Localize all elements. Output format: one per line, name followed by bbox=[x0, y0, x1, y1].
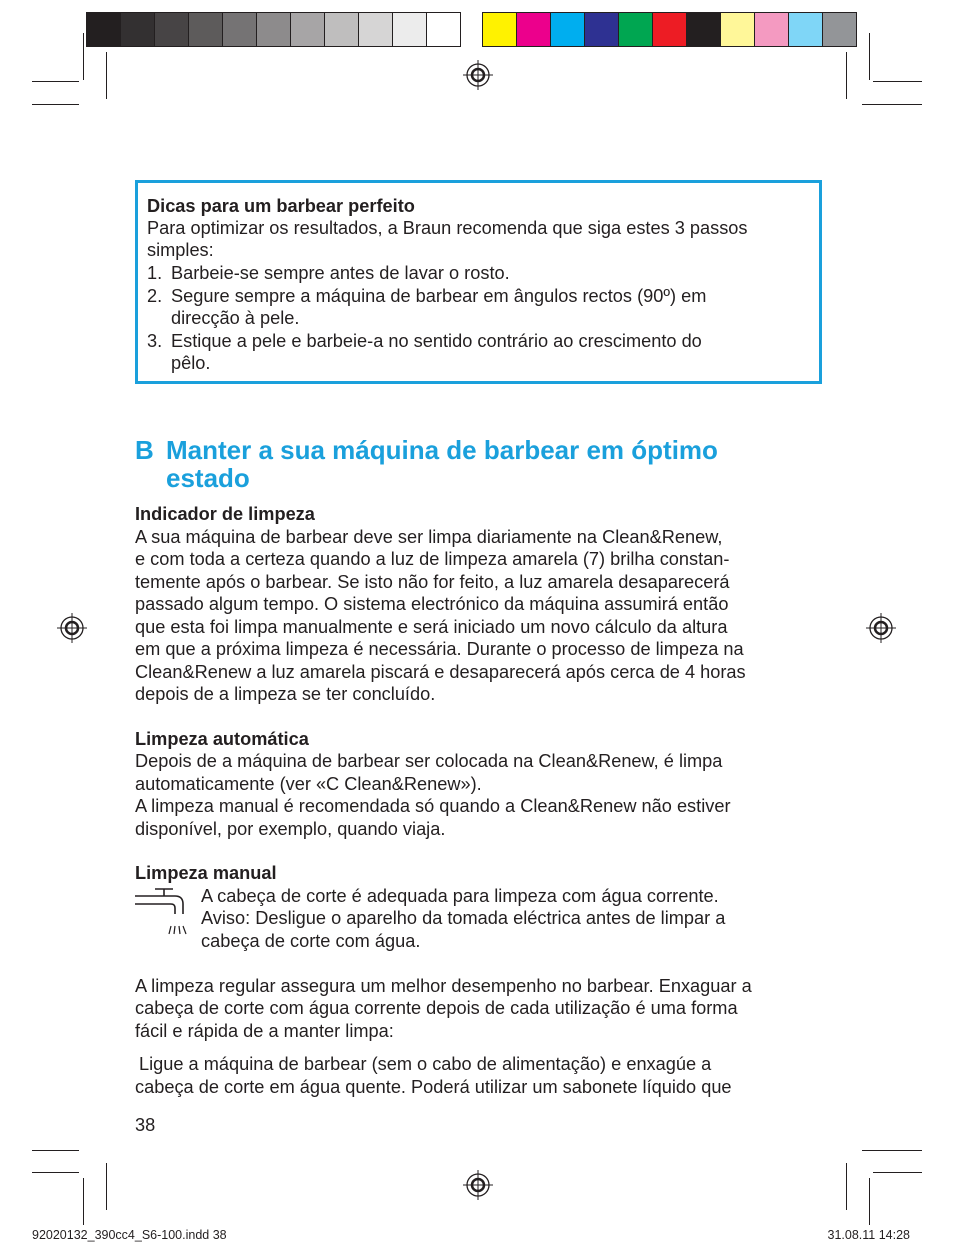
body-line: A sua máquina de barbear deve ser limpa diariamente na Clean&Renew, bbox=[135, 527, 723, 547]
color-swatch bbox=[517, 12, 551, 47]
body-line: passado algum tempo. O sistema electrónico da máquina assumirá então bbox=[135, 594, 729, 614]
tips-item-text: pêlo. bbox=[171, 353, 211, 373]
color-swatch bbox=[755, 12, 789, 47]
color-swatch bbox=[121, 12, 155, 47]
body-line: fácil e rápida de a manter limpa: bbox=[135, 1021, 394, 1041]
subheading-indicador: Indicador de limpeza bbox=[135, 504, 315, 524]
body-line: que esta foi limpa manualmente e será iniciado um novo cálculo da altura bbox=[135, 617, 728, 637]
crop-mark bbox=[106, 1163, 107, 1210]
crop-mark bbox=[873, 1172, 922, 1173]
crop-mark bbox=[862, 1150, 922, 1151]
tips-item-number: 3. bbox=[147, 331, 163, 351]
body-line: em que a próxima limpeza é necessária. Durante o processo de limpeza na bbox=[135, 639, 744, 659]
crop-mark bbox=[873, 81, 922, 82]
crop-mark bbox=[846, 1163, 847, 1210]
tips-item-number: 1. bbox=[147, 263, 163, 283]
tips-item-text: Barbeie-se sempre antes de lavar o rosto. bbox=[171, 263, 510, 283]
body-line: A limpeza regular assegura um melhor desempenho no barbear. Enxaguar a bbox=[135, 976, 752, 996]
color-swatch bbox=[823, 12, 857, 47]
body-line: cabeça de corte em água quente. Poderá utilizar um sabonete líquido que bbox=[135, 1077, 732, 1097]
registration-mark-icon bbox=[463, 1170, 493, 1200]
body-line: cabeça de corte com água. bbox=[201, 931, 421, 951]
tips-item-number: 2. bbox=[147, 286, 163, 306]
body-line: Depois de a máquina de barbear ser colocada na Clean&Renew, é limpa bbox=[135, 751, 723, 771]
crop-mark bbox=[32, 1150, 79, 1151]
section-letter: B bbox=[135, 435, 154, 465]
color-swatch bbox=[86, 12, 121, 47]
tips-intro-line: simples: bbox=[147, 240, 214, 260]
color-swatch bbox=[427, 12, 461, 47]
body-line: automaticamente (ver «C Clean&Renew»). bbox=[135, 774, 482, 794]
body-line: Ligue a máquina de barbear (sem o cabo de alimentação) e enxagúe a bbox=[139, 1054, 712, 1074]
tips-item-text: direcção à pele. bbox=[171, 308, 300, 328]
crop-mark bbox=[32, 104, 79, 105]
color-swatch bbox=[482, 12, 517, 47]
crop-mark bbox=[846, 52, 847, 99]
subheading-manual: Limpeza manual bbox=[135, 863, 277, 883]
color-swatch bbox=[789, 12, 823, 47]
registration-mark-icon bbox=[463, 60, 493, 90]
color-swatch bbox=[687, 12, 721, 47]
tips-title: Dicas para um barbear perfeito bbox=[147, 196, 415, 216]
crop-mark bbox=[32, 81, 79, 82]
body-line: disponível, por exemplo, quando viaja. bbox=[135, 819, 446, 839]
crop-mark bbox=[862, 104, 922, 105]
registration-mark-icon bbox=[866, 613, 896, 643]
section-title: Manter a sua máquina de barbear em óptimo bbox=[166, 435, 718, 465]
crop-mark bbox=[32, 1172, 79, 1173]
crop-mark bbox=[106, 52, 107, 99]
body-line: A cabeça de corte é adequada para limpeza com água corrente. bbox=[201, 886, 719, 906]
color-swatch bbox=[155, 12, 189, 47]
body-line: temente após o barbear. Se isto não for feito, a luz amarela desaparecerá bbox=[135, 572, 730, 592]
grayscale-bar bbox=[86, 12, 461, 47]
tips-intro-line: Para optimizar os resultados, a Braun recomenda que siga estes 3 passos bbox=[147, 218, 748, 238]
color-swatch bbox=[619, 12, 653, 47]
body-line: A limpeza manual é recomendada só quando a Clean&Renew não estiver bbox=[135, 796, 731, 816]
page-number: 38 bbox=[135, 1115, 156, 1135]
tips-item-text: Segure sempre a máquina de barbear em ângulos rectos (90º) em bbox=[171, 286, 707, 306]
crop-mark bbox=[83, 1178, 84, 1225]
color-swatch bbox=[189, 12, 223, 47]
footer-date-time: 31.08.11 14:28 bbox=[827, 1228, 910, 1242]
section-title: estado bbox=[166, 463, 250, 493]
body-line: cabeça de corte com água corrente depois de cada utilização é uma forma bbox=[135, 998, 738, 1018]
color-swatch bbox=[359, 12, 393, 47]
registration-mark-icon bbox=[57, 613, 87, 643]
body-line: Aviso: Desligue o aparelho da tomada eléctrica antes de limpar a bbox=[201, 908, 726, 928]
color-swatch bbox=[551, 12, 585, 47]
color-swatch bbox=[653, 12, 687, 47]
tips-item-text: Estique a pele e barbeie-a no sentido contrário ao crescimento do bbox=[171, 331, 702, 351]
color-swatch bbox=[257, 12, 291, 47]
color-swatch bbox=[585, 12, 619, 47]
color-bar bbox=[482, 12, 857, 47]
body-line: Clean&Renew a luz amarela piscará e desaparecerá após cerca de 4 horas bbox=[135, 662, 746, 682]
color-swatch bbox=[393, 12, 427, 47]
water-tap-icon bbox=[133, 886, 191, 938]
crop-mark bbox=[869, 1178, 870, 1225]
color-swatch bbox=[291, 12, 325, 47]
body-line: depois de a limpeza se ter concluído. bbox=[135, 684, 436, 704]
crop-mark bbox=[83, 33, 84, 80]
subheading-automatica: Limpeza automática bbox=[135, 729, 309, 749]
crop-mark bbox=[869, 33, 870, 80]
color-swatch bbox=[721, 12, 755, 47]
footer-file-info: 92020132_390cc4_S6-100.indd 38 bbox=[32, 1228, 227, 1242]
color-swatch bbox=[223, 12, 257, 47]
body-line: e com toda a certeza quando a luz de limpeza amarela (7) brilha constan- bbox=[135, 549, 730, 569]
color-swatch bbox=[325, 12, 359, 47]
